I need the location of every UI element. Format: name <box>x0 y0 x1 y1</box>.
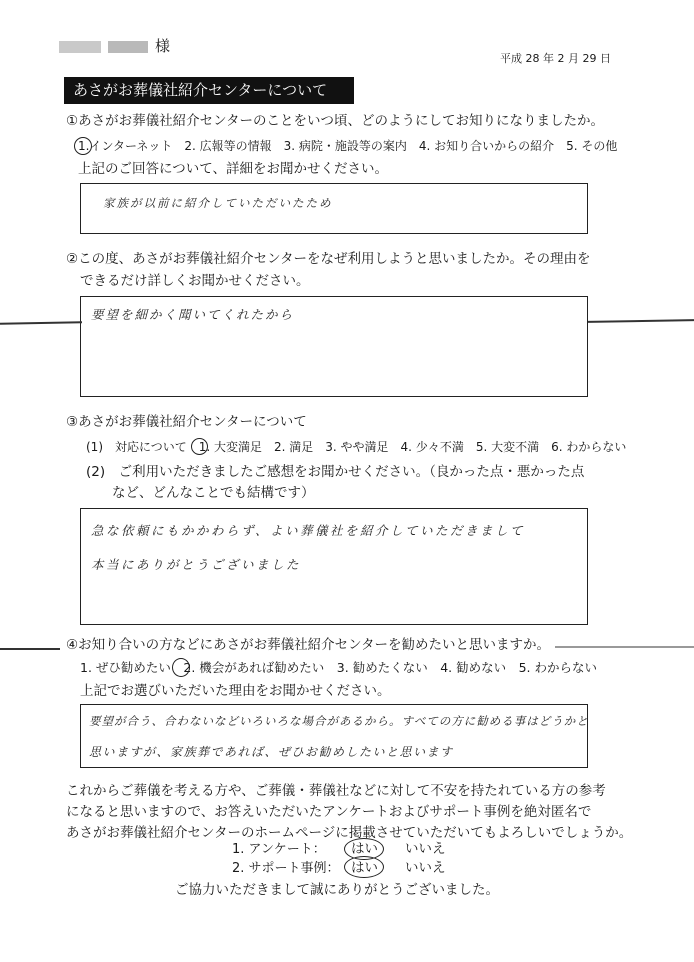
q3-answer-line2: 本当にありがとうございました <box>91 557 302 572</box>
q1-question: ①あさがお葬儀社紹介センターのことをいつ頃、どのようにしてお知りになりましたか。 <box>66 113 605 129</box>
q1-followup: 上記のご回答について、詳細をお聞かせください。 <box>78 161 388 177</box>
fold-line-1 <box>0 321 82 324</box>
consent-survey-yes: はい <box>351 841 378 857</box>
q3-answer-box <box>80 508 588 625</box>
q4-options: 1. ぜひ勧めたい 2. 機会があれば勧めたい 3. 勧めたくない 4. 勧めない 5. わからない <box>80 660 597 675</box>
q3-question: ③あさがお葬儀社紹介センターについて <box>66 414 307 430</box>
consent-case-label: 2. サポート事例： <box>232 861 340 876</box>
q4-followup: 上記でお選びいただいた理由をお聞かせください。 <box>80 683 391 699</box>
page-title: あさがお葬儀社紹介センターについて <box>64 77 354 104</box>
q4-answer-line2: 思いますが、家族葬であれば、ぜひお勧めしたいと思います <box>89 745 454 759</box>
consent-survey-no: いいえ <box>405 841 446 857</box>
closing-line1: これからご葬儀を考える方や、ご葬儀・葬儀社などに対して不安を持たれている方の参考 <box>66 783 606 799</box>
q2-question-line1: ②この度、あさがお葬儀社紹介センターをなぜ利用しようと思いましたか。その理由を <box>66 251 591 267</box>
q3-sub2-line1: (2) ご利用いただきましたご感想をお聞かせください。（良かった点・悪かった点 <box>86 464 585 480</box>
redacted-name-2 <box>108 41 148 53</box>
q2-answer: 要望を細かく聞いてくれたから <box>91 307 295 322</box>
consent-case-yes: はい <box>351 860 378 876</box>
q1-answer-box <box>80 183 588 234</box>
closing-thanks: ご協力いただきまして誠にありがとうございました。 <box>175 882 499 898</box>
q3-sub2-line2: など、どんなことでも結構です） <box>112 485 315 501</box>
closing-line3: あさがお葬儀社紹介センターのホームページに掲載させていただいてもよろしいでしょうか。 <box>66 825 633 841</box>
q3-answer-line1: 急な依頼にもかかわらず、よい葬儀社を紹介していただきまして <box>91 523 526 538</box>
q4-answer-box <box>80 704 588 768</box>
q4-answer-line1: 要望が合う、合わないなどいろいろな場合があるから。すべての方に勧める事はどうかと <box>89 714 589 728</box>
consent-survey-label: 1. アンケート： <box>232 842 326 857</box>
fold-line-2 <box>0 648 60 650</box>
q2-question-line2: できるだけ詳しくお聞かせください。 <box>80 273 310 289</box>
q1-answer: 家族が以前に紹介していただいたため <box>103 196 333 210</box>
redacted-name-1 <box>59 41 101 53</box>
addressee-suffix: 様 <box>155 37 171 55</box>
q3-sub1: (1) 対応について 1. 大変満足 2. 満足 3. やや満足 4. 少々不満 5. 大変不満 6. わからない <box>86 440 627 454</box>
q2-answer-box <box>80 296 588 397</box>
q1-options: 1.インターネット 2. 広報等の情報 3. 病院・施設等の案内 4. お知り合いからの紹介 5. その他 <box>78 139 618 153</box>
document-date: 平成 28 年 2 月 29 日 <box>500 52 611 65</box>
fold-line-2b <box>555 646 694 648</box>
fold-line-1b <box>588 319 694 323</box>
consent-case-no: いいえ <box>405 860 446 876</box>
q4-question: ④お知り合いの方などにあさがお葬儀社紹介センターを勧めたいと思いますか。 <box>66 637 551 653</box>
closing-line2: になると思いますので、お答えいただいたアンケートおよびサポート事例を絶対匿名で <box>66 804 592 820</box>
